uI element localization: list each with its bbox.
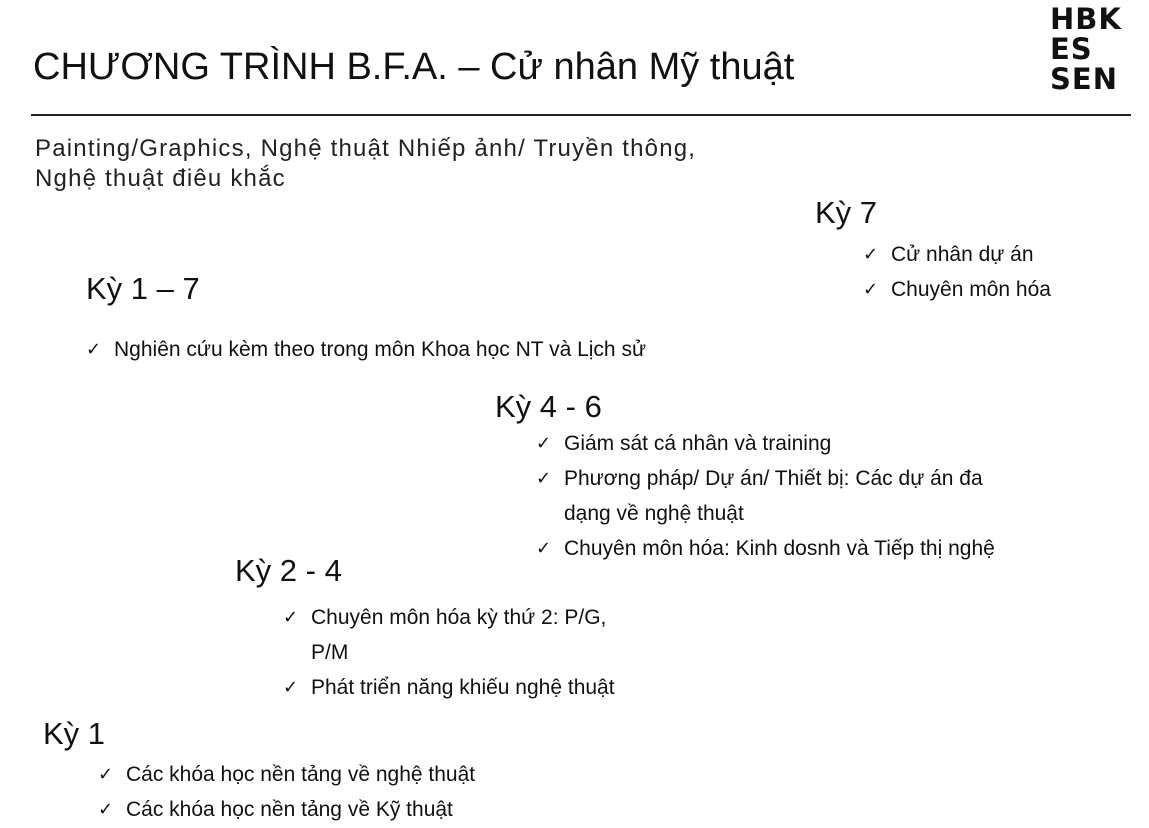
logo-line: SEN: [1050, 62, 1118, 96]
check-icon: ✓: [98, 764, 114, 785]
section-semester-4-6: [495, 387, 1055, 566]
section-semester-1-7: [86, 269, 786, 367]
section-semester-1: [43, 714, 643, 827]
list-item: [283, 670, 655, 705]
logo-line: ES: [1050, 32, 1093, 66]
check-icon: ✓: [98, 799, 114, 820]
item-list: [98, 757, 643, 827]
item-text: Chuyên môn hóa: Kinh dosnh và Tiếp thị nghệ: [564, 537, 995, 560]
list-item: [536, 461, 1004, 531]
section-semester-7: [815, 193, 1135, 307]
section-semester-2-4: [235, 551, 655, 705]
list-item: [98, 792, 643, 827]
section-heading: Kỳ 1: [43, 716, 106, 751]
section-heading: Kỳ 1 – 7: [86, 271, 200, 306]
item-text: Các khóa học nền tảng về Kỹ thuật: [126, 798, 453, 821]
item-text: Phương pháp/ Dự án/ Thiết bị: Các dự án đa dạng về nghệ thuật: [564, 467, 983, 525]
item-text: Chuyên môn hóa: [891, 278, 1051, 301]
list-item: [863, 237, 1135, 272]
list-item: [86, 332, 786, 367]
list-item: [283, 600, 641, 670]
program-subtitle: Painting/Graphics, Nghệ thuật Nhiếp ảnh/ Truyền thông, Nghệ thuật điêu khắc: [35, 135, 697, 192]
check-icon: ✓: [536, 468, 552, 489]
list-item: [863, 272, 1135, 307]
item-list: [536, 426, 1036, 566]
check-icon: ✓: [283, 607, 299, 628]
section-heading: Kỳ 4 - 6: [495, 389, 602, 424]
item-text: Các khóa học nền tảng về nghệ thuật: [126, 763, 476, 786]
hbk-essen-logo: [1050, 4, 1122, 94]
logo-line: HBK: [1050, 2, 1122, 36]
list-item: [536, 426, 1036, 461]
item-text: Phát triển năng khiếu nghệ thuật: [311, 676, 615, 699]
check-icon: ✓: [283, 677, 299, 698]
section-heading: Kỳ 7: [815, 195, 878, 230]
item-text: Nghiên cứu kèm theo trong môn Khoa học NT và Lịch sử: [114, 338, 647, 361]
check-icon: ✓: [536, 433, 552, 454]
item-text: Cử nhân dự án: [891, 243, 1034, 266]
section-heading: Kỳ 2 - 4: [235, 553, 342, 588]
check-icon: ✓: [86, 339, 102, 360]
item-text: Chuyên môn hóa kỳ thứ 2: P/G, P/M: [311, 606, 607, 664]
item-list: [86, 332, 786, 367]
item-list: [863, 237, 1135, 307]
check-icon: ✓: [536, 538, 552, 559]
check-icon: ✓: [863, 244, 879, 265]
item-list: [283, 600, 655, 705]
list-item: [98, 757, 643, 792]
header-divider: [31, 114, 1131, 116]
check-icon: ✓: [863, 279, 879, 300]
item-text: Giám sát cá nhân và training: [564, 432, 832, 455]
page-title: CHƯƠNG TRÌNH B.F.A. – Cử nhân Mỹ thuật: [33, 46, 795, 88]
